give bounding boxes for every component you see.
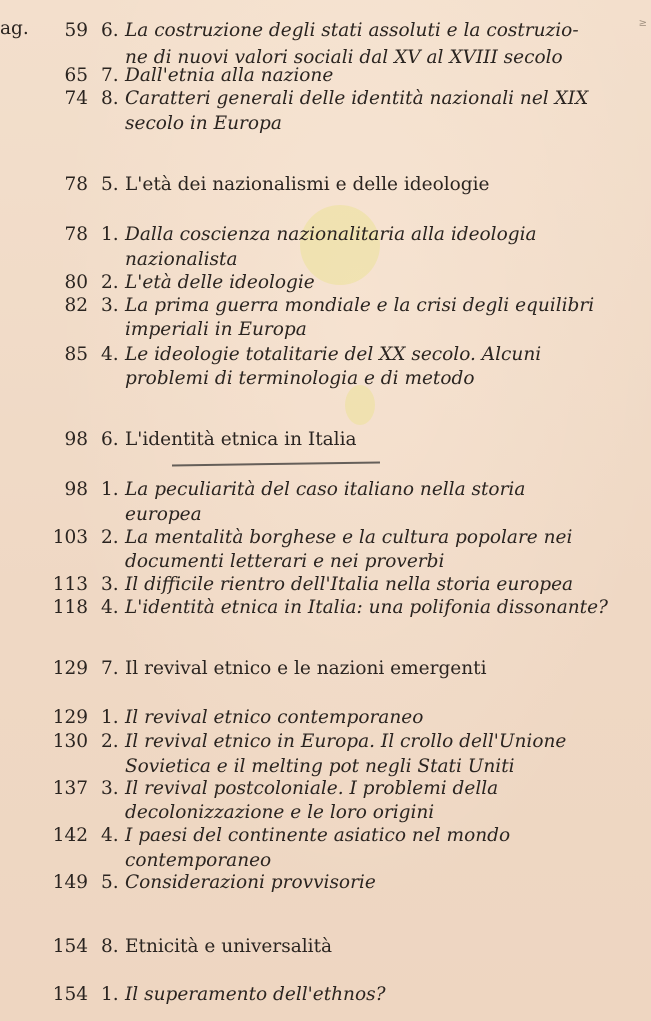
toc-subentry: [0, 823, 651, 849]
entry-title: L'età delle ideologie: [125, 272, 315, 293]
page-number: 137: [52, 778, 88, 799]
page-number: 98: [64, 479, 88, 500]
entry-title: Caratteri generali delle identità nazionali nel XIX: [125, 88, 589, 109]
page-number: 78: [64, 224, 88, 245]
toc-chapter: [0, 656, 651, 682]
entry-number: 4.: [101, 597, 119, 618]
toc-subentry: [0, 477, 651, 503]
page-number: 65: [64, 65, 88, 86]
entry-title: La peculiarità del caso italiano nella storia: [125, 479, 526, 500]
entry-number: 1.: [101, 984, 119, 1005]
toc-subentry: [0, 293, 651, 319]
page-number: 142: [52, 825, 88, 846]
page-number: 149: [52, 872, 88, 893]
page-number: 130: [52, 731, 88, 752]
entry-number: 1.: [101, 707, 119, 728]
entry-title: I paesi del continente asiatico nel mondo: [125, 825, 511, 846]
entry-title-continuation: nazionalista: [125, 249, 238, 270]
toc-entry-continuation: [0, 317, 651, 343]
entry-title: Il revival postcoloniale. I problemi della: [125, 778, 499, 799]
entry-title: La prima guerra mondiale e la crisi degli equilibri: [125, 295, 595, 316]
page-number: 129: [52, 707, 88, 728]
entry-title-continuation: imperiali in Europa: [125, 319, 307, 340]
entry-title: Dall'etnia alla nazione: [125, 65, 334, 86]
entry-title-continuation: ne di nuovi valori sociali dal XV al XVIII secolo: [125, 47, 563, 68]
entry-number: 8.: [101, 936, 119, 957]
entry-title-continuation: Sovietica e il melting pot negli Stati Uniti: [125, 756, 515, 777]
entry-number: 5.: [101, 872, 119, 893]
entry-number: 4.: [101, 825, 119, 846]
page-number: 98: [64, 429, 88, 450]
entry-title: Il revival etnico e le nazioni emergenti: [125, 658, 487, 679]
entry-number: 6.: [101, 20, 119, 41]
toc-subentry: [0, 729, 651, 755]
page-number: 154: [52, 936, 88, 957]
page-number: 154: [52, 984, 88, 1005]
entry-title: La costruzione degli stati assoluti e la costruzio-: [125, 20, 579, 41]
entry-title: Dalla coscienza nazionalitaria alla ideologia: [125, 224, 537, 245]
toc-subentry: [0, 342, 651, 368]
entry-title: Le ideologie totalitarie del XX secolo. Alcuni: [125, 344, 542, 365]
entry-number: 8.: [101, 88, 119, 109]
page-number: 74: [64, 88, 88, 109]
entry-number: 1.: [101, 224, 119, 245]
page-number: 78: [64, 174, 88, 195]
entry-number: 7.: [101, 65, 119, 86]
entry-title-continuation: problemi di terminologia e di metodo: [125, 368, 475, 389]
entry-number: 6.: [101, 429, 119, 450]
toc-subentry: [0, 525, 651, 551]
entry-title: L'età dei nazionalismi e delle ideologie: [125, 174, 490, 195]
entry-number: 2.: [101, 527, 119, 548]
pag-label: ag.: [0, 18, 29, 39]
page-number: 80: [64, 272, 88, 293]
entry-title: Etnicità e universalità: [125, 936, 333, 957]
page-number: 129: [52, 658, 88, 679]
page-number: 82: [64, 295, 88, 316]
entry-title-continuation: europea: [125, 504, 202, 525]
entry-title: Il difficile rientro dell'Italia nella storia europea: [125, 574, 574, 595]
toc-subentry: [0, 705, 651, 731]
entry-title-continuation: decolonizzazione e le loro origini: [125, 802, 435, 823]
page-number: 103: [52, 527, 88, 548]
corner-mark: ≥: [638, 18, 647, 29]
entry-number: 3.: [101, 574, 119, 595]
toc-chapter: [0, 172, 651, 198]
toc-entry-continuation: [0, 366, 651, 392]
entry-title-continuation: documenti letterari e nei proverbi: [125, 551, 445, 572]
entry-title: Il revival etnico in Europa. Il crollo dell'Unione: [125, 731, 567, 752]
toc-subentry: [0, 776, 651, 802]
page-number: 118: [52, 597, 88, 618]
entry-number: 1.: [101, 479, 119, 500]
entry-number: 3.: [101, 295, 119, 316]
entry-number: 4.: [101, 344, 119, 365]
entry-title: Il superamento dell'ethnos?: [125, 984, 386, 1005]
entry-title: Il revival etnico contemporaneo: [125, 707, 424, 728]
toc-chapter: [0, 934, 651, 960]
entry-title: Considerazioni provvisorie: [125, 872, 376, 893]
toc-subentry: [0, 86, 651, 112]
toc-subentry: [0, 222, 651, 248]
entry-title-continuation: secolo in Europa: [125, 113, 282, 134]
toc-entry-continuation: [0, 111, 651, 137]
toc-subentry: [0, 18, 651, 44]
entry-number: 3.: [101, 778, 119, 799]
entry-title: L'identità etnica in Italia: [125, 429, 357, 450]
page-number: 113: [52, 574, 88, 595]
entry-number: 2.: [101, 731, 119, 752]
toc-subentry: [0, 870, 651, 896]
toc-subentry: [0, 595, 651, 621]
entry-title: La mentalità borghese e la cultura popolare nei: [125, 527, 573, 548]
toc-chapter: [0, 427, 651, 453]
page-number: 85: [64, 344, 88, 365]
toc-subentry: [0, 982, 651, 1008]
entry-number: 2.: [101, 272, 119, 293]
entry-number: 5.: [101, 174, 119, 195]
entry-number: 7.: [101, 658, 119, 679]
entry-title: L'identità etnica in Italia: una polifonia dissonante?: [125, 597, 608, 618]
pencil-underline: [172, 462, 380, 467]
page-number: 59: [64, 20, 88, 41]
entry-title-continuation: contemporaneo: [125, 850, 272, 871]
